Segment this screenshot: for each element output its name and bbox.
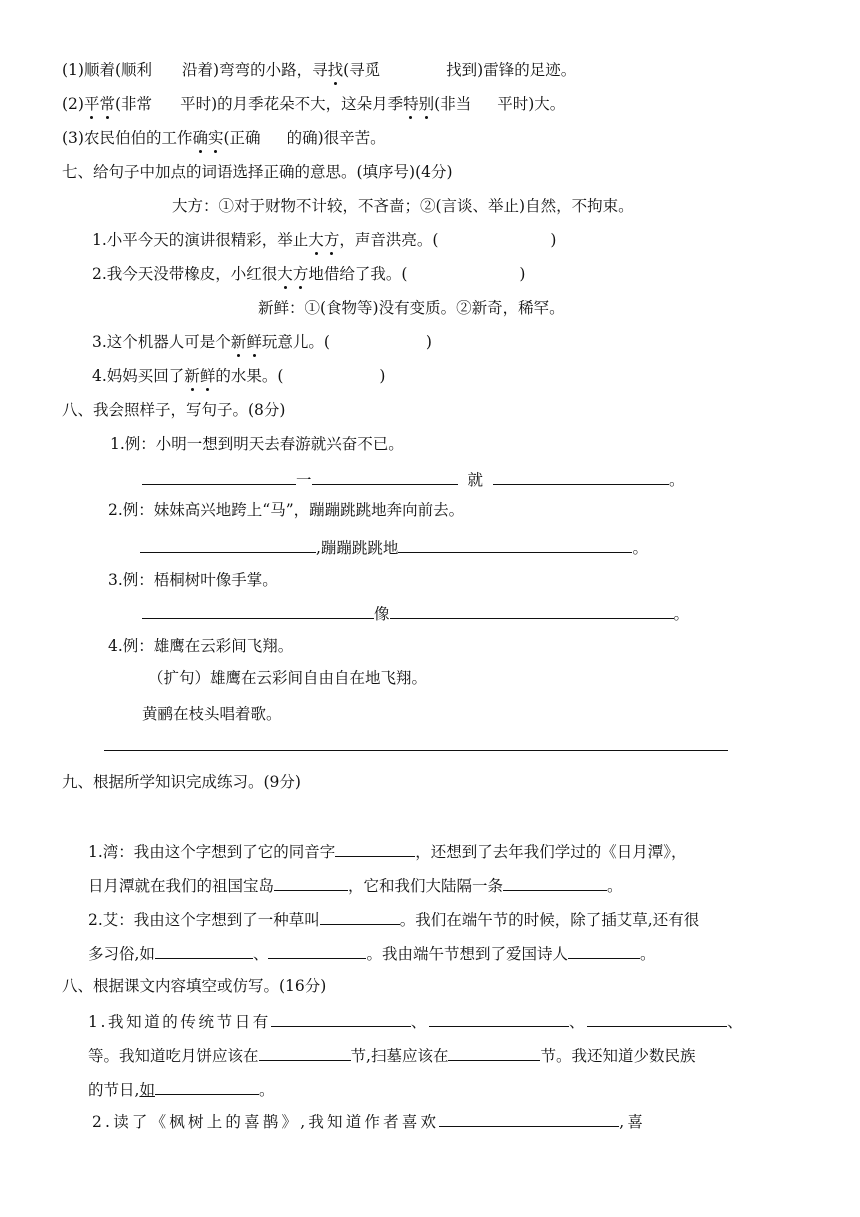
blank[interactable] [312,468,458,485]
s8b-question-1-line-3: 的节日,如 。 [88,1078,274,1100]
s7-question-4: 4.妈妈买回了新鲜的水果。( ) [92,367,386,385]
s7-question-2: 2.我今天没带橡皮，小红很大方地借给了我。( ) [92,265,526,283]
blank[interactable] [274,874,348,891]
example-4-expanded: （扩句）雄鹰在云彩间自由自在地飞翔。 [148,669,428,687]
emphasis-char: 实 [207,129,224,147]
emphasis-char: 特 [403,95,419,113]
definition-dafang: 大方：①对于财物不计较，不吝啬；②(言谈、举止)自然，不拘束。 [172,197,634,215]
blank[interactable] [439,1110,619,1127]
exercise-1-answer-line: 一 就 。 [142,468,685,490]
blank[interactable] [335,840,415,857]
s8b-question-1-line-2: 等。我知道吃月饼应该在 节,扫墓应该在 节。我还知道少数民族 [88,1044,695,1066]
s7-question-1: 1.小平今天的演讲很精彩，举止大方，声音洪亮。( ) [92,231,557,249]
s9-question-2-line-2: 多习俗,如 、 。我由端午节想到了爱国诗人 。 [88,942,655,964]
s6-line-3: (3)农民伯伯的工作确实(正确 的确)很辛苦。 [62,129,386,147]
emphasis-char: 新 [184,367,200,385]
section-9-heading: 九、根据所学知识完成练习。(9分) [62,773,301,791]
s8b-question-1-line-1: 1.我知道的传统节日有 、 、 、 [88,1010,745,1032]
blank[interactable] [268,942,366,959]
blank[interactable] [429,1010,569,1027]
emphasis-char: 别 [418,95,435,113]
blank[interactable] [398,536,632,553]
s6-line-2: (2)平常(非常 平时)的月季花朵不大，这朵月季特别(非当 平时)大。 [62,95,566,113]
emphasis-char: 大 [277,265,293,283]
blank[interactable] [259,1044,351,1061]
s9-question-1-line-2: 日月潭就在我们的祖国宝岛 ，它和我们大陆隔一条 。 [88,874,623,896]
s9-question-1-line-1: 1.湾：我由这个字想到了它的同音字 ，还想到了去年我们学过的《日月潭》， [88,840,687,862]
s6-line-1: (1)顺着(顺利 沿着)弯弯的小路，寻找(寻觅 找到)雷锋的足迹。 [62,61,577,79]
section-7-heading: 七、给句子中加点的词语选择正确的意思。(填序号)(4分) [62,163,453,181]
blank[interactable] [142,468,296,485]
section-8b-heading: 八、根据课文内容填空或仿写。(16分) [62,977,327,995]
blank[interactable] [448,1044,540,1061]
emphasis-char: 大 [308,231,324,249]
blank[interactable] [142,602,374,619]
blank[interactable] [568,942,640,959]
section-8-heading: 八、我会照样子，写句子。(8分) [62,401,286,419]
blank[interactable] [587,1010,727,1027]
s8b-question-2: 2.读了《枫树上的喜鹊》,我知道作者喜欢 ,喜 [92,1110,646,1132]
blank[interactable] [390,602,674,619]
emphasis-char: 新 [230,333,247,351]
blank[interactable] [503,874,607,891]
emphasis-char: 鲜 [246,333,262,351]
example-3: 3.例：梧桐树叶像手掌。 [108,571,278,589]
emphasis-char: 鲜 [199,367,216,385]
example-1: 1.例：小明一想到明天去春游就兴奋不已。 [110,435,404,453]
emphasis-char: 确 [192,129,208,147]
exercise-2-answer-line: ,蹦蹦跳跳地 。 [140,536,648,558]
s9-question-2-line-1: 2.艾：我由这个字想到了一种草叫 。我们在端午节的时候，除了插艾草,还有很 [88,908,699,930]
example-2: 2.例：妹妹高兴地跨上“马”，蹦蹦跳跳地奔向前去。 [108,501,465,519]
emphasis-char: 方 [323,231,340,249]
exercise-4-task: 黄鹂在枝头唱着歌。 [142,705,282,723]
emphasis-char: 找 [327,61,344,79]
emphasis-char: 平 [83,95,100,113]
emphasis-char: 常 [99,95,115,113]
blank[interactable] [271,1010,411,1027]
blank[interactable] [140,536,316,553]
blank[interactable] [320,908,400,925]
answer-line[interactable] [104,750,728,751]
blank[interactable] [493,468,669,485]
example-4: 4.例：雄鹰在云彩间飞翔。 [108,637,294,655]
definition-xinxian: 新鲜：①(食物等)没有变质。②新奇，稀罕。 [258,299,565,317]
emphasis-char: 方 [292,265,309,283]
s7-question-3: 3.这个机器人可是个新鲜玩意儿。( ) [92,333,432,351]
exercise-3-answer-line: 像 。 [142,602,689,624]
blank[interactable] [155,1078,259,1095]
blank[interactable] [155,942,253,959]
